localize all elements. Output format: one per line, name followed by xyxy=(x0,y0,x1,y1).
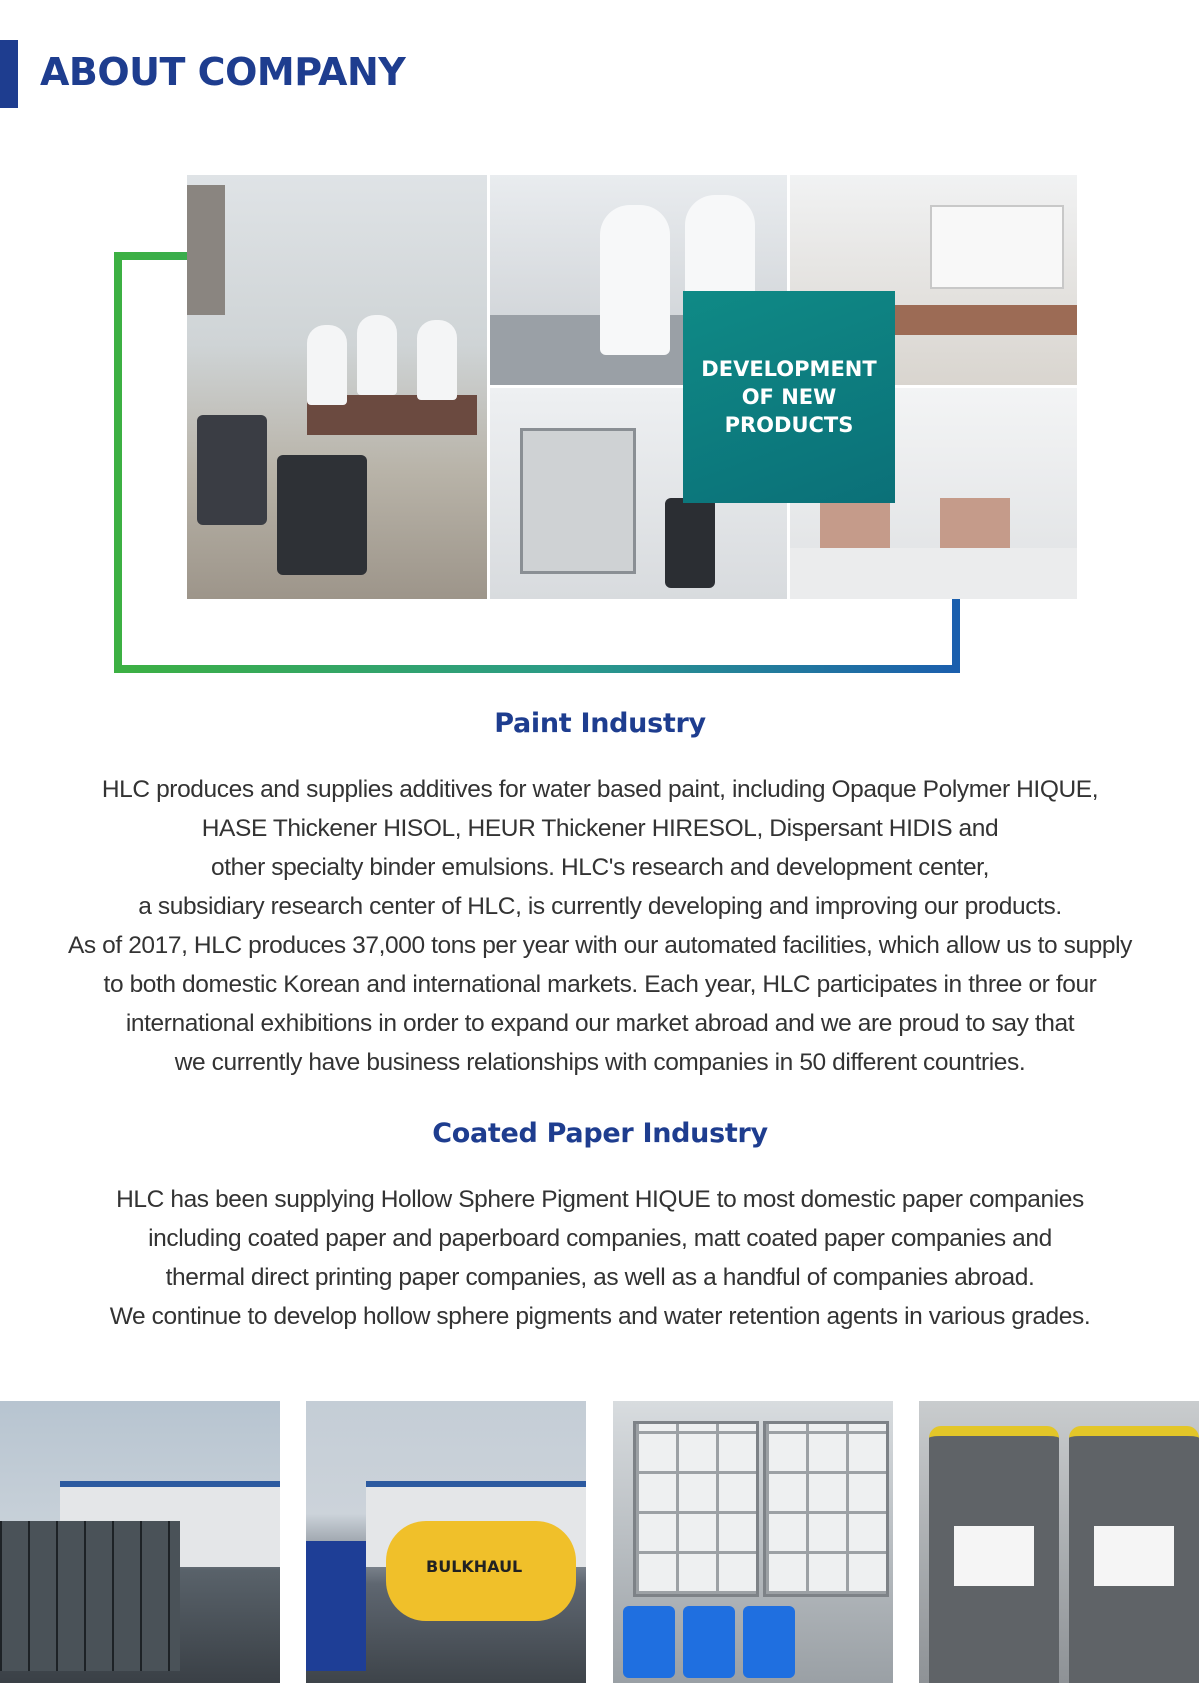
paragraph-line: HASE Thickener HISOL, HEUR Thickener HIRESOL, Dispersant HIDIS and xyxy=(201,815,999,842)
paragraph-line: As of 2017, HLC produces 37,000 tons per year with our automated facilities, which allow us to supply xyxy=(67,932,1133,959)
paragraph-line: to both domestic Korean and international markets. Each year, HLC participates in three or four xyxy=(103,971,1097,998)
paragraph-line: HLC has been supplying Hollow Sphere Pigment HIQUE to most domestic paper companies xyxy=(116,1186,1084,1213)
tank-label: BULKHAUL xyxy=(426,1557,523,1576)
hero-photo-collage xyxy=(187,175,1077,599)
paragraph-line: international exhibitions in order to expand our market abroad and we are proud to say that xyxy=(125,1010,1075,1037)
tank-truck-photo xyxy=(306,1401,586,1683)
coated-paper-heading: Coated Paper Industry xyxy=(432,1118,768,1149)
paragraph-line: HLC produces and supplies additives for water based paint, including Opaque Polymer HIQUE, xyxy=(101,776,1099,803)
paragraph-line: a subsidiary research center of HLC, is currently developing and improving our products. xyxy=(138,893,1062,920)
product-drums-photo xyxy=(919,1401,1199,1683)
page-title: ABOUT COMPANY xyxy=(40,50,406,94)
meeting-room-photo xyxy=(187,175,487,599)
development-overlay-label: DEVELOPMENT OF NEW PRODUCTS xyxy=(683,291,895,503)
paragraph-line: including coated paper and paperboard companies, matt coated paper companies and xyxy=(148,1225,1052,1252)
facility-photo-row xyxy=(0,1401,1200,1683)
paint-industry-heading: Paint Industry xyxy=(494,708,706,739)
paragraph-line: other specialty binder emulsions. HLC's research and development center, xyxy=(210,854,989,881)
paragraph-line: We continue to develop hollow sphere pigments and water retention agents in various grades. xyxy=(109,1303,1091,1330)
paint-industry-paragraph xyxy=(20,770,1180,1082)
title-accent-bar xyxy=(0,40,18,108)
coated-paper-paragraph xyxy=(20,1180,1180,1336)
warehouse-ibc-photo xyxy=(0,1401,280,1683)
paragraph-line: thermal direct printing paper companies, as well as a handful of companies abroad. xyxy=(165,1264,1035,1291)
bulkhaul-tank xyxy=(386,1521,576,1621)
ibc-containers-photo xyxy=(613,1401,893,1683)
paragraph-line: we currently have business relationships with companies in 50 different countries. xyxy=(174,1049,1026,1076)
